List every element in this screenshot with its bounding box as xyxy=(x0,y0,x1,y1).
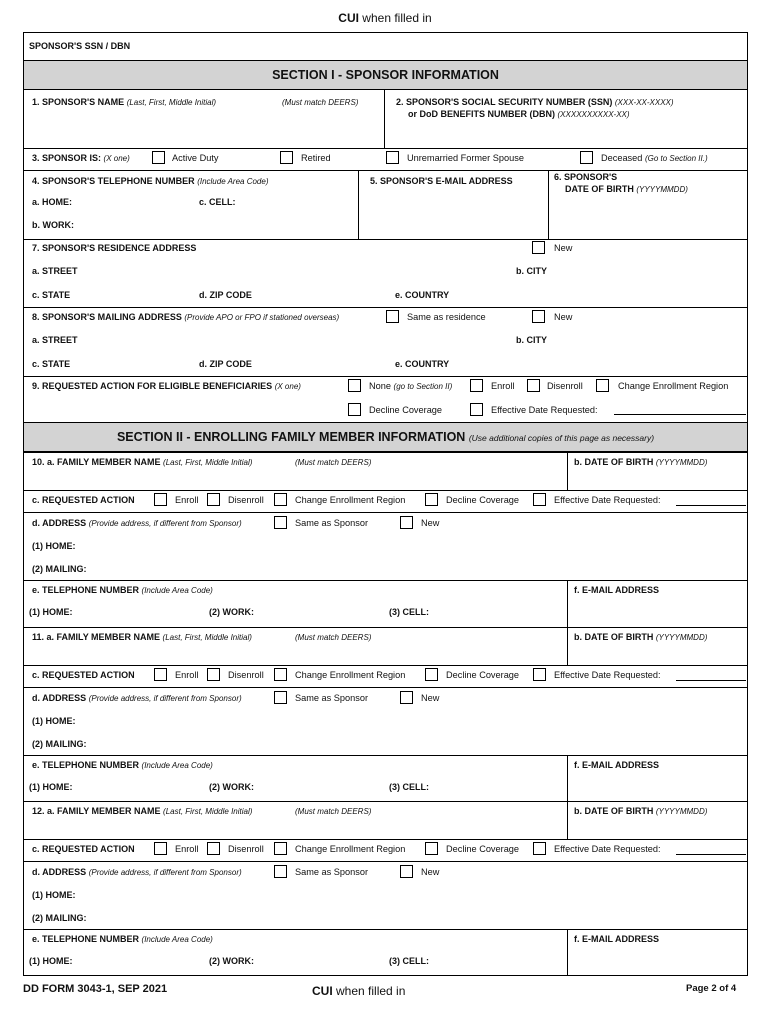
action-effective-checkbox[interactable] xyxy=(470,403,483,416)
member-effective-checkbox[interactable] xyxy=(533,842,546,855)
member-requested-action-label: c. REQUESTED ACTION xyxy=(32,495,135,505)
member-same-as-sponsor-checkbox[interactable] xyxy=(274,865,287,878)
unremarried-label: Unremarried Former Spouse xyxy=(407,153,524,163)
member-must-label: (Must match DEERS) xyxy=(295,807,372,816)
action-decline-checkbox[interactable] xyxy=(348,403,361,416)
divider xyxy=(567,627,568,665)
email-label: 5. SPONSOR'S E-MAIL ADDRESS xyxy=(370,176,513,186)
member-effective-label: Effective Date Requested: xyxy=(554,844,661,854)
page-number: Page 2 of 4 xyxy=(686,983,737,994)
member-phone-cell-label: (3) CELL: xyxy=(389,782,429,792)
member-phone-work-label: (2) WORK: xyxy=(209,607,254,617)
member-address-label: d. ADDRESS (Provide address, if different from Sponsor) xyxy=(32,693,242,703)
member-requested-action-label: c. REQUESTED ACTION xyxy=(32,670,135,680)
member-effective-label: Effective Date Requested: xyxy=(554,495,661,505)
member-same-as-sponsor-label: Same as Sponsor xyxy=(295,518,369,528)
ssn-label: 2. SPONSOR'S SOCIAL SECURITY NUMBER (SSN) (XXX-XX-XXXX) xyxy=(396,97,674,107)
residence-state-label: c. STATE xyxy=(32,290,71,300)
member-email-label: f. E-MAIL ADDRESS xyxy=(574,934,660,944)
dob-label-2: DATE OF BIRTH (YYYYMMDD) xyxy=(565,184,688,194)
dbn-label: or DoD BENEFITS NUMBER (DBN) (XXXXXXXXXX-XX) xyxy=(408,109,630,119)
sponsor-name-must: (Must match DEERS) xyxy=(282,98,359,107)
form-page xyxy=(23,32,748,976)
member-address-new-label: New xyxy=(421,867,440,877)
member-email-label: f. E-MAIL ADDRESS xyxy=(574,585,660,595)
member-change-region-label: Change Enrollment Region xyxy=(295,495,406,505)
member-requested-action-label: c. REQUESTED ACTION xyxy=(32,844,135,854)
member-phone-cell-label: (3) CELL: xyxy=(389,607,429,617)
residence-zip-label: d. ZIP CODE xyxy=(199,290,252,300)
member-decline-label: Decline Coverage xyxy=(446,670,520,680)
action-effective-label: Effective Date Requested: xyxy=(491,405,598,415)
sponsor-is-label: 3. SPONSOR IS: (X one) xyxy=(32,153,130,163)
member-disenroll-label: Disenroll xyxy=(228,495,264,505)
action-disenroll-label: Disenroll xyxy=(547,381,583,391)
effective-date-input[interactable] xyxy=(614,403,746,415)
section2-header: SECTION II - ENROLLING FAMILY MEMBER INFORMATION (Use additional copies of this page as necessary) xyxy=(24,422,747,452)
member-disenroll-label: Disenroll xyxy=(228,844,264,854)
divider xyxy=(548,170,549,239)
dob-label-1: 6. SPONSOR'S xyxy=(554,172,618,182)
mailing-country-label: e. COUNTRY xyxy=(395,359,450,369)
deceased-label: Deceased (Go to Section II.) xyxy=(601,153,708,163)
divider xyxy=(567,452,568,490)
mailing-new-label: New xyxy=(554,312,573,322)
active-duty-checkbox[interactable] xyxy=(152,151,165,164)
phone-cell-label: c. CELL: xyxy=(199,197,236,207)
member-address-label: d. ADDRESS (Provide address, if different from Sponsor) xyxy=(32,867,242,877)
member-phone-work-label: (2) WORK: xyxy=(209,956,254,966)
same-as-residence-label: Same as residence xyxy=(407,312,486,322)
member-enroll-label: Enroll xyxy=(175,844,199,854)
member-phone-label: e. TELEPHONE NUMBER (Include Area Code) xyxy=(32,934,213,944)
divider xyxy=(384,90,385,148)
member-address-new-label: New xyxy=(421,518,440,528)
member-enroll-checkbox[interactable] xyxy=(154,842,167,855)
action-none-label: None (go to Section II) xyxy=(369,381,453,391)
member-must-label: (Must match DEERS) xyxy=(295,633,372,642)
member-effective-date-input[interactable] xyxy=(676,494,746,506)
active-duty-label: Active Duty xyxy=(172,153,219,163)
section1-header: SECTION I - SPONSOR INFORMATION xyxy=(24,60,747,90)
member-change-region-checkbox[interactable] xyxy=(274,493,287,506)
sponsor-ssn-dbn-label: SPONSOR'S SSN / DBN xyxy=(29,41,131,51)
residence-new-label: New xyxy=(554,243,573,253)
member-same-as-sponsor-checkbox[interactable] xyxy=(274,691,287,704)
member-name-label: 11. a. FAMILY MEMBER NAME (Last, First, Middle Initial) xyxy=(32,632,252,642)
residence-city-label: b. CITY xyxy=(516,266,547,276)
member-phone-home-label: (1) HOME: xyxy=(29,956,73,966)
member-phone-work-label: (2) WORK: xyxy=(209,782,254,792)
member-address-new-checkbox[interactable] xyxy=(400,691,413,704)
divider xyxy=(358,170,359,239)
retired-checkbox[interactable] xyxy=(280,151,293,164)
divider xyxy=(567,929,568,976)
member-same-as-sponsor-checkbox[interactable] xyxy=(274,516,287,529)
member-phone-label: e. TELEPHONE NUMBER (Include Area Code) xyxy=(32,760,213,770)
member-decline-checkbox[interactable] xyxy=(425,668,438,681)
cui-footer: CUI when filled in xyxy=(312,984,406,998)
residence-country-label: e. COUNTRY xyxy=(395,290,450,300)
member-address-label: d. ADDRESS (Provide address, if different from Sponsor) xyxy=(32,518,242,528)
deceased-checkbox[interactable] xyxy=(580,151,593,164)
member-address-new-label: New xyxy=(421,693,440,703)
mailing-state-label: c. STATE xyxy=(32,359,71,369)
member-enroll-checkbox[interactable] xyxy=(154,493,167,506)
residence-new-checkbox[interactable] xyxy=(532,241,545,254)
member-phone-home-label: (1) HOME: xyxy=(29,782,73,792)
phone-work-label: b. WORK: xyxy=(32,220,74,230)
member-decline-checkbox[interactable] xyxy=(425,842,438,855)
member-enroll-checkbox[interactable] xyxy=(154,668,167,681)
sponsor-name-label: 1. SPONSOR'S NAME (Last, First, Middle Initial) xyxy=(32,97,217,107)
member-change-region-checkbox[interactable] xyxy=(274,842,287,855)
residence-street-label: a. STREET xyxy=(32,266,78,276)
member-email-label: f. E-MAIL ADDRESS xyxy=(574,760,660,770)
member-decline-label: Decline Coverage xyxy=(446,844,520,854)
member-dob-label: b. DATE OF BIRTH (YYYYMMDD) xyxy=(574,806,708,816)
phone-label: 4. SPONSOR'S TELEPHONE NUMBER (Include Area Code) xyxy=(32,176,269,186)
member-home-address-label: (1) HOME: xyxy=(32,716,76,726)
action-enroll-checkbox[interactable] xyxy=(470,379,483,392)
member-decline-label: Decline Coverage xyxy=(446,495,520,505)
retired-label: Retired xyxy=(301,153,331,163)
member-dob-label: b. DATE OF BIRTH (YYYYMMDD) xyxy=(574,457,708,467)
action-disenroll-checkbox[interactable] xyxy=(527,379,540,392)
member-change-region-label: Change Enrollment Region xyxy=(295,670,406,680)
member-enroll-label: Enroll xyxy=(175,495,199,505)
member-home-address-label: (1) HOME: xyxy=(32,541,76,551)
member-change-region-checkbox[interactable] xyxy=(274,668,287,681)
member-same-as-sponsor-label: Same as Sponsor xyxy=(295,693,369,703)
member-must-label: (Must match DEERS) xyxy=(295,458,372,467)
action-none-checkbox[interactable] xyxy=(348,379,361,392)
unremarried-checkbox[interactable] xyxy=(386,151,399,164)
divider xyxy=(567,801,568,839)
member-effective-label: Effective Date Requested: xyxy=(554,670,661,680)
mailing-city-label: b. CITY xyxy=(516,335,547,345)
member-disenroll-checkbox[interactable] xyxy=(207,668,220,681)
member-home-address-label: (1) HOME: xyxy=(32,890,76,900)
member-mailing-address-label: (2) MAILING: xyxy=(32,739,87,749)
member-enroll-label: Enroll xyxy=(175,670,199,680)
member-change-region-label: Change Enrollment Region xyxy=(295,844,406,854)
member-mailing-address-label: (2) MAILING: xyxy=(32,564,87,574)
mailing-new-checkbox[interactable] xyxy=(532,310,545,323)
member-phone-home-label: (1) HOME: xyxy=(29,607,73,617)
same-as-residence-checkbox[interactable] xyxy=(386,310,399,323)
action-decline-label: Decline Coverage xyxy=(369,405,443,415)
divider xyxy=(567,755,568,802)
member-address-new-checkbox[interactable] xyxy=(400,516,413,529)
member-dob-label: b. DATE OF BIRTH (YYYYMMDD) xyxy=(574,632,708,642)
residence-label: 7. SPONSOR'S RESIDENCE ADDRESS xyxy=(32,243,197,253)
member-address-new-checkbox[interactable] xyxy=(400,865,413,878)
mailing-street-label: a. STREET xyxy=(32,335,78,345)
member-name-label: 12. a. FAMILY MEMBER NAME (Last, First, Middle Initial) xyxy=(32,806,253,816)
member-effective-date-input[interactable] xyxy=(676,669,746,681)
action-enroll-label: Enroll xyxy=(491,381,515,391)
member-name-label: 10. a. FAMILY MEMBER NAME (Last, First, Middle Initial) xyxy=(32,457,253,467)
member-mailing-address-label: (2) MAILING: xyxy=(32,913,87,923)
member-effective-date-input[interactable] xyxy=(676,843,746,855)
action-change-region-checkbox[interactable] xyxy=(596,379,609,392)
member-phone-label: e. TELEPHONE NUMBER (Include Area Code) xyxy=(32,585,213,595)
mailing-label: 8. SPONSOR'S MAILING ADDRESS (Provide APO or FPO if stationed overseas) xyxy=(32,312,340,322)
requested-action-label: 9. REQUESTED ACTION FOR ELIGIBLE BENEFICIARIES (X one) xyxy=(32,381,301,391)
member-effective-checkbox[interactable] xyxy=(533,493,546,506)
cui-header: CUI when filled in xyxy=(338,11,432,25)
form-id: DD FORM 3043-1, SEP 2021 xyxy=(23,983,168,995)
member-disenroll-checkbox[interactable] xyxy=(207,842,220,855)
action-change-region-label: Change Enrollment Region xyxy=(618,381,729,391)
member-decline-checkbox[interactable] xyxy=(425,493,438,506)
phone-home-label: a. HOME: xyxy=(32,197,73,207)
divider xyxy=(567,580,568,627)
member-phone-cell-label: (3) CELL: xyxy=(389,956,429,966)
member-disenroll-label: Disenroll xyxy=(228,670,264,680)
member-same-as-sponsor-label: Same as Sponsor xyxy=(295,867,369,877)
member-effective-checkbox[interactable] xyxy=(533,668,546,681)
mailing-zip-label: d. ZIP CODE xyxy=(199,359,252,369)
member-disenroll-checkbox[interactable] xyxy=(207,493,220,506)
